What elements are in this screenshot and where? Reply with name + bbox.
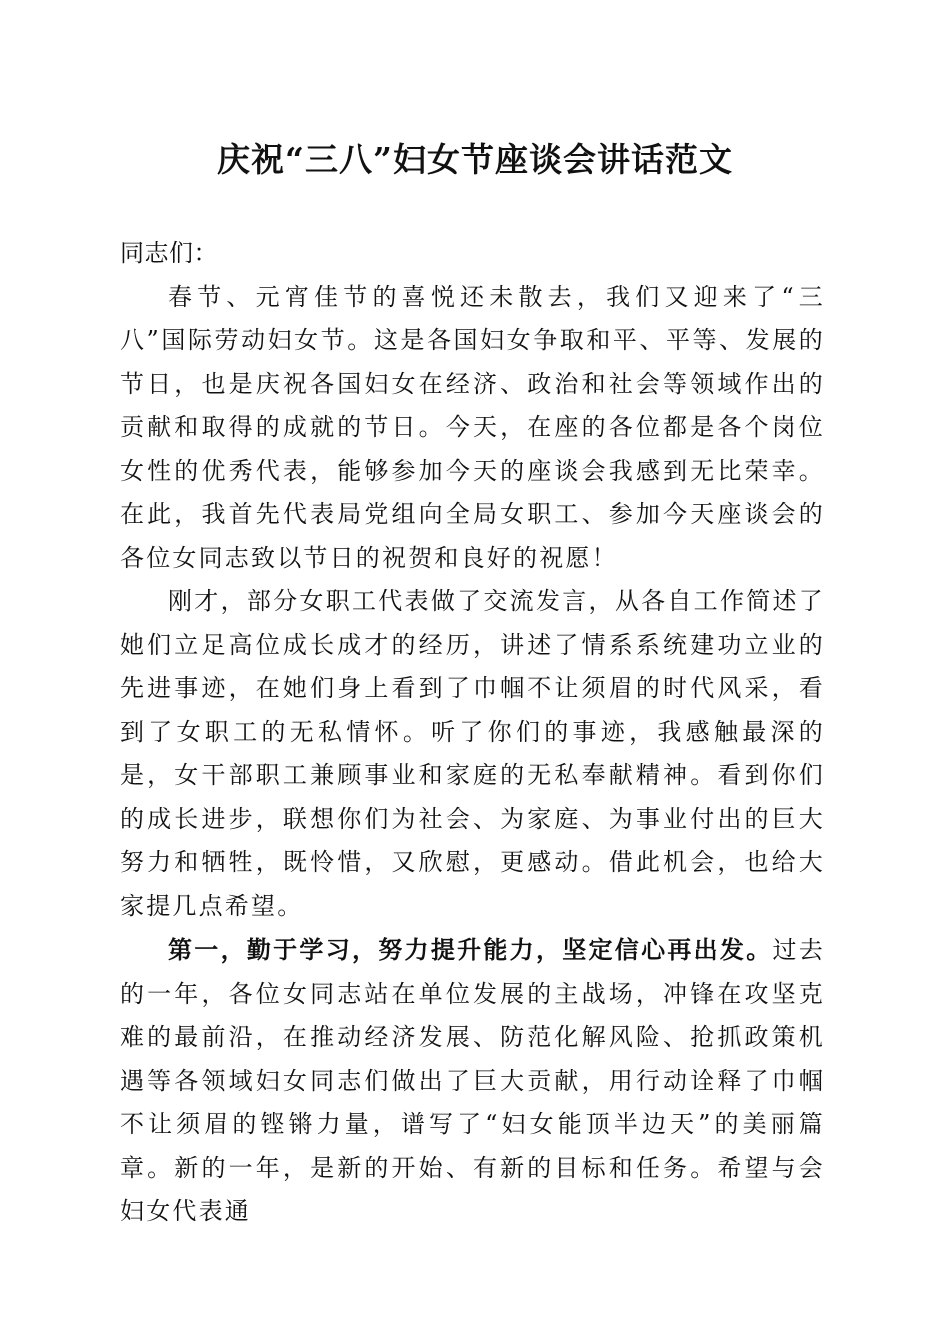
paragraph-text: 过去的一年，各位女同志站在单位发展的主战场，冲锋在攻坚克难的最前沿，在推动经济发展、防范化解风险、抢抓政策机遇等各领域妇女同志们做出了巨大贡献，用行动诠释了巾帼不让须眉的铿锵力量，谱写了“妇女能顶半边天”的美丽篇章。新的一年，是新的开始、有新的目标和任务。希望与会妇女代表通 <box>120 936 825 1225</box>
paragraph-text: 刚才，部分女职工代表做了交流发言，从各自工作简述了她们立足高位成长成才的经历，讲述了情系系统建功立业的先进事迹，在她们身上看到了巾帼不让须眉的时代风采，看到了女职工的无私情怀。听了你们的事迹，我感触最深的是，女干部职工兼顾事业和家庭的无私奉献精神。看到你们的成长进步，联想你们为社会、为家庭、为事业付出的巨大努力和牺牲，既怜惜，又欣慰，更感动。借此机会，也给大家提几点希望。 <box>120 587 825 920</box>
document-body <box>120 232 825 1234</box>
paragraph-lead-heading: 第一，勤于学习，努力提升能力，坚定信心再出发。 <box>168 935 773 964</box>
paragraph-greeting <box>120 276 825 581</box>
document-title: 庆祝“三八”妇女节座谈会讲话范文 <box>217 140 733 179</box>
salutation: 同志们： <box>120 239 218 267</box>
paragraph-text: 春节、元宵佳节的喜悦还未散去，我们又迎来了“三八”国际劳动妇女节。这是各国妇女争取和平、平等、发展的节日，也是庆祝各国妇女在经济、政治和社会等领域作出的贡献和取得的成就的节日。今天，在座的各位都是各个岗位女性的优秀代表，能够参加今天的座谈会我感到无比荣幸。在此，我首先代表局党组向全局女职工、参加今天座谈会的各位女同志致以节日的祝贺和良好的祝愿！ <box>120 282 825 572</box>
paragraph-point-one <box>120 928 825 1234</box>
paragraph-reflection <box>120 580 825 928</box>
